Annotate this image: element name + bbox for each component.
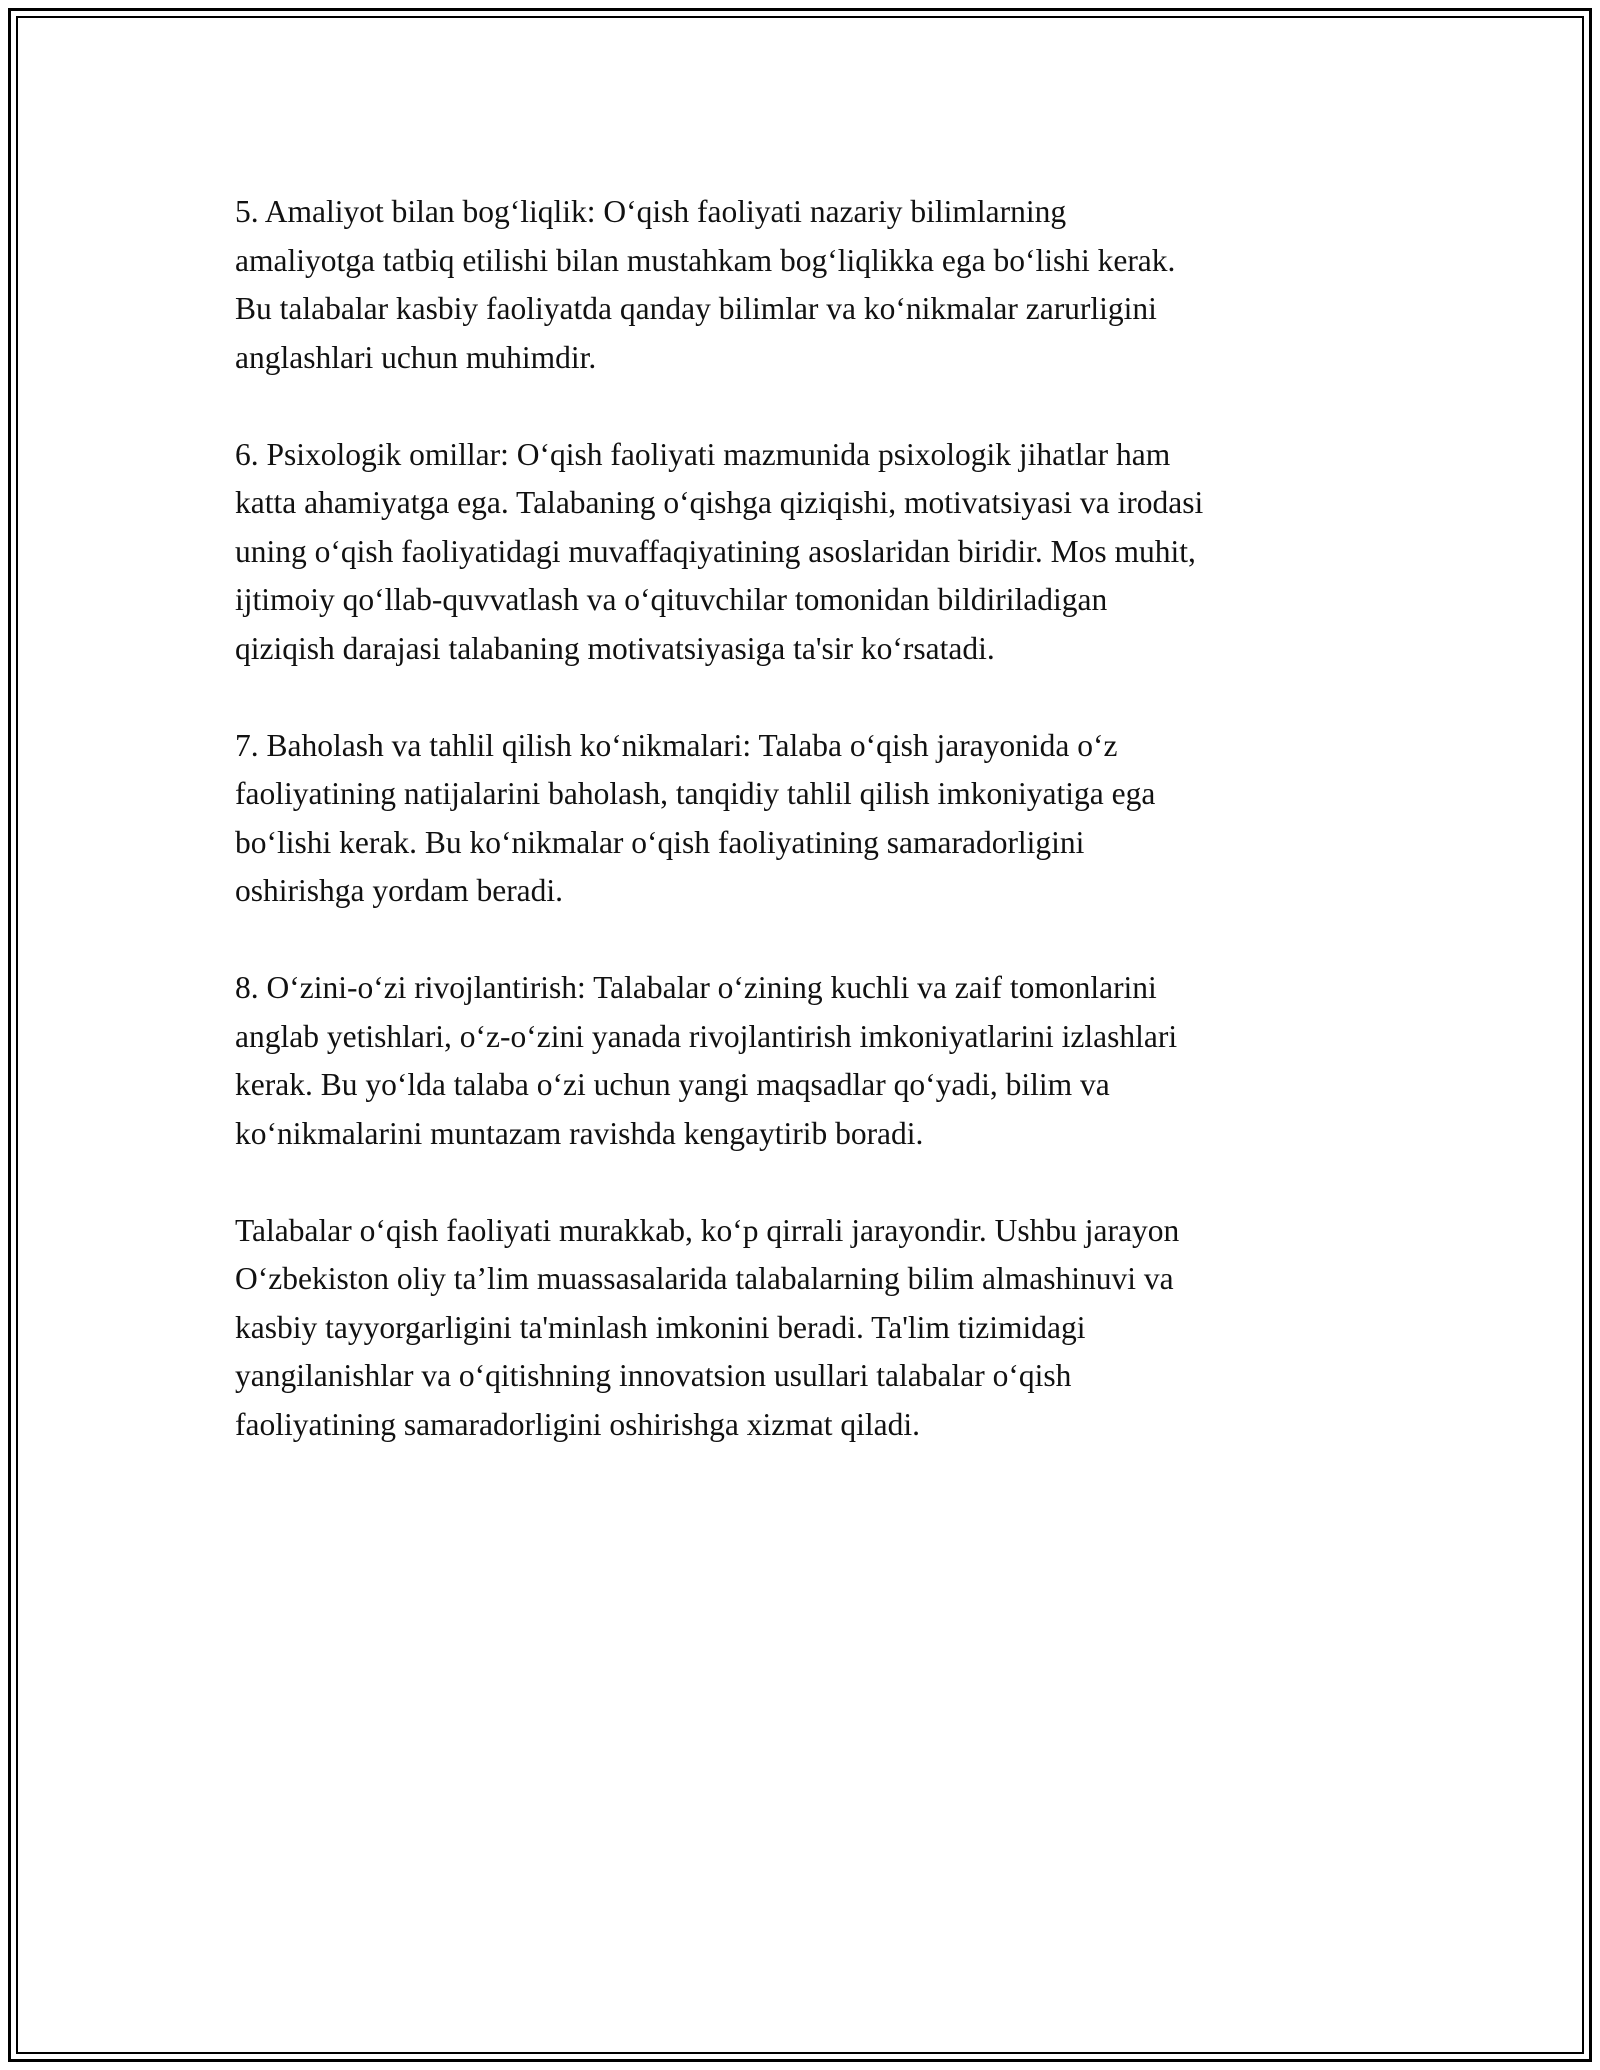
paragraph-assessment-skills: 7. Baholash va tahlil qilish ko‘nikmalari: Talaba o‘qish jarayonida o‘z faoliyatining natijalarini baholash, tanqidiy tahlil qilish imkoniyatiga ega bo‘lishi kerak. Bu ko‘nikmalar o‘qish faoliyatining samaradorligini oshirishga yordam beradi. [235, 727, 1156, 908]
paragraph-conclusion: Talabalar o‘qish faoliyati murakkab, ko‘p qirrali jarayondir. Ushbu jarayon O‘zbekiston oliy ta’lim muassasalarida talabalarning bilim almashinuvi va kasbiy tayyorgarligini ta'minlash imkonini beradi. Ta'lim tizimidagi yangilanishlar va o‘qitishning innovatsion usullari talabalar o‘qish faoliyatining samaradorligini oshirishga xizmat qiladi. [235, 1212, 1180, 1442]
document-body [235, 188, 1385, 1498]
paragraph-self-development: 8. O‘zini-o‘zi rivojlantirish: Talabalar o‘zining kuchli va zaif tomonlarini anglab yetishlari, o‘z-o‘zini yanada rivojlantirish imkoniyatlarini izlashlari kerak. Bu yo‘lda talaba o‘zi uchun yangi maqsadlar qo‘yadi, bilim va ko‘nikmalarini muntazam ravishda kengaytirib boradi. [235, 970, 1178, 1151]
paragraph-psychological-factors: 6. Psixologik omillar: O‘qish faoliyati mazmunida psixologik jihatlar ham katta ahamiyatga ega. Talabaning o‘qishga qiziqishi, motivatsiyasi va irodasi uning o‘qish faoliyatidagi muvaffaqiyatining asoslaridan biridir. Mos muhit, ijtimoiy qo‘llab-quvvatlash va o‘qituvchilar tomonidan bildiriladigan qiziqish darajasi talabaning motivatsiyasiga ta'sir ko‘rsatadi. [235, 436, 1204, 666]
paragraph-practice-link: 5. Amaliyot bilan bog‘liqlik: O‘qish faoliyati nazariy bilimlarning amaliyotga tatbiq etilishi bilan mustahkam bog‘liqlikka ega bo‘lishi kerak. Bu talabalar kasbiy faoliyatda qanday bilimlar va ko‘nikmalar zarurligini anglashlari uchun muhimdir. [235, 194, 1176, 375]
